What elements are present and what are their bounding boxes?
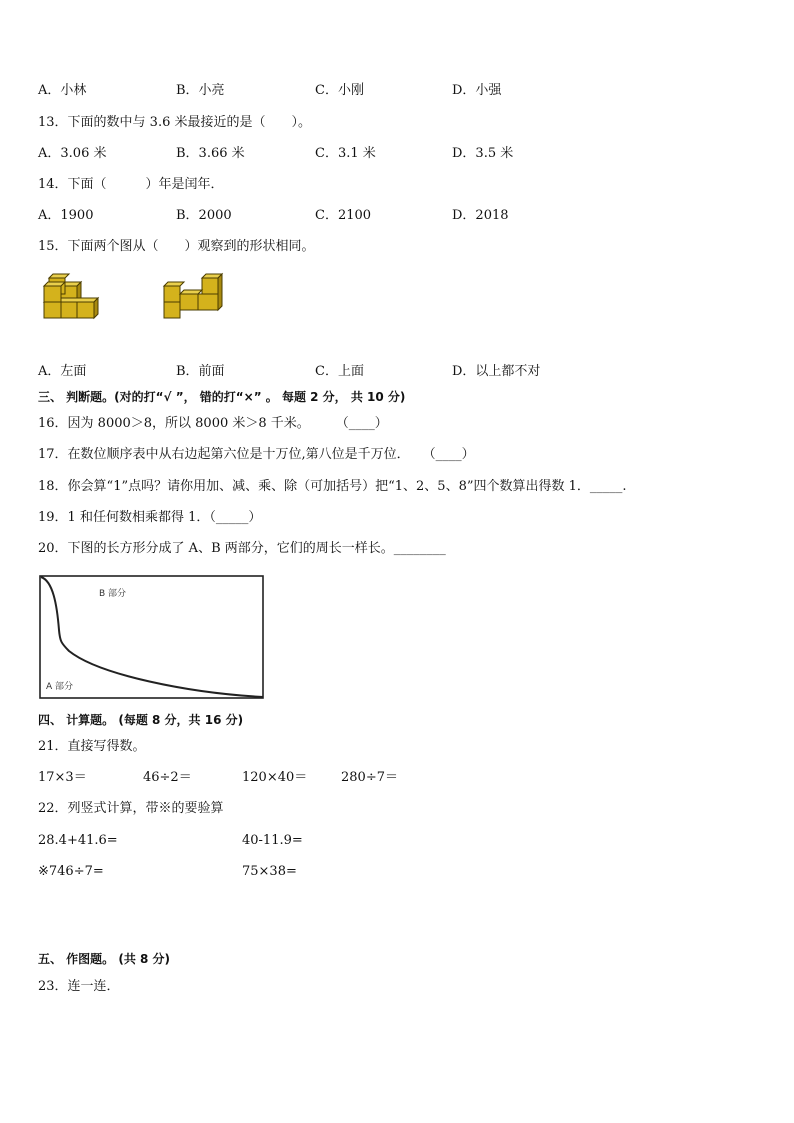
q13-option-b: B．3.66 米 (176, 146, 245, 161)
q13-option-d: D．3.5 米 (452, 146, 514, 161)
q21-item-3: 120×40＝ (242, 770, 308, 785)
q21-stem: 21．直接写得数。 (38, 739, 146, 754)
cube-figure-2 (160, 270, 226, 320)
q22-item-2: 40-11.9= (242, 833, 303, 848)
q14-option-b: B．2000 (176, 208, 232, 223)
q22-item-3: ※746÷7= (38, 864, 104, 879)
q12-option-d: D．小强 (452, 83, 502, 98)
q22-item-4: 75×38= (242, 864, 297, 879)
q21-item-4: 280÷7＝ (341, 770, 398, 785)
q14-option-a: A．1900 (38, 208, 94, 223)
q12-option-a: A．小林 (38, 83, 87, 98)
label-b-part: B 部分 (99, 589, 127, 599)
q19-text: 19．1 和任何数相乘都得 1．（_____） (38, 510, 262, 525)
q18-text: 18．你会算“1”点吗？请你用加、减、乘、除（可加括号）把“1、2、5、8”四个数算出得数 1．_____. (38, 479, 627, 494)
q15-stem: 15．下面两个图从（ ）观察到的形状相同。 (38, 239, 315, 254)
q20-text: 20．下图的长方形分成了 A、B 两部分，它们的周长一样长。________ (38, 541, 446, 556)
q20-rectangle-figure (39, 575, 265, 700)
q15-option-b: B．前面 (176, 364, 225, 379)
q15-option-a: A．左面 (38, 364, 87, 379)
q15-option-d: D．以上都不对 (452, 364, 541, 379)
q12-option-b: B．小亮 (176, 83, 225, 98)
cube-figure-1 (40, 270, 102, 320)
q16-text: 16．因为 8000＞8，所以 8000 米＞8 千米。 （____） (38, 416, 388, 431)
q13-option-a: A．3.06 米 (38, 146, 107, 161)
section-5-heading: 五、 作图题。 (共 8 分) (38, 952, 171, 966)
q22-stem: 22．列竖式计算，带※的要验算 (38, 801, 224, 816)
q22-item-1: 28.4+41.6= (38, 833, 118, 848)
q13-option-c: C．3.1 米 (315, 146, 376, 161)
q13-stem: 13．下面的数中与 3.6 米最接近的是（ ）。 (38, 115, 311, 130)
q14-stem: 14．下面（ ）年是闰年． (38, 177, 224, 192)
q21-item-1: 17×3＝ (38, 770, 87, 785)
q21-item-2: 46÷2＝ (143, 770, 192, 785)
q15-option-c: C．上面 (315, 364, 364, 379)
section-4-heading: 四、 计算题。 (每题 8 分，共 16 分) (38, 713, 244, 727)
label-a-part: A 部分 (46, 682, 74, 692)
q12-option-c: C．小刚 (315, 83, 364, 98)
q14-option-d: D．2018 (452, 208, 509, 223)
section-3-heading: 三、 判断题。(对的打“√ ”， 错的打“×” 。 每题 2 分， 共 10 分) (38, 390, 406, 404)
q14-option-c: C．2100 (315, 208, 372, 223)
q17-text: 17．在数位顺序表中从右边起第六位是十万位,第八位是千万位． （____） (38, 447, 475, 462)
q23-stem: 23．连一连． (38, 979, 120, 994)
